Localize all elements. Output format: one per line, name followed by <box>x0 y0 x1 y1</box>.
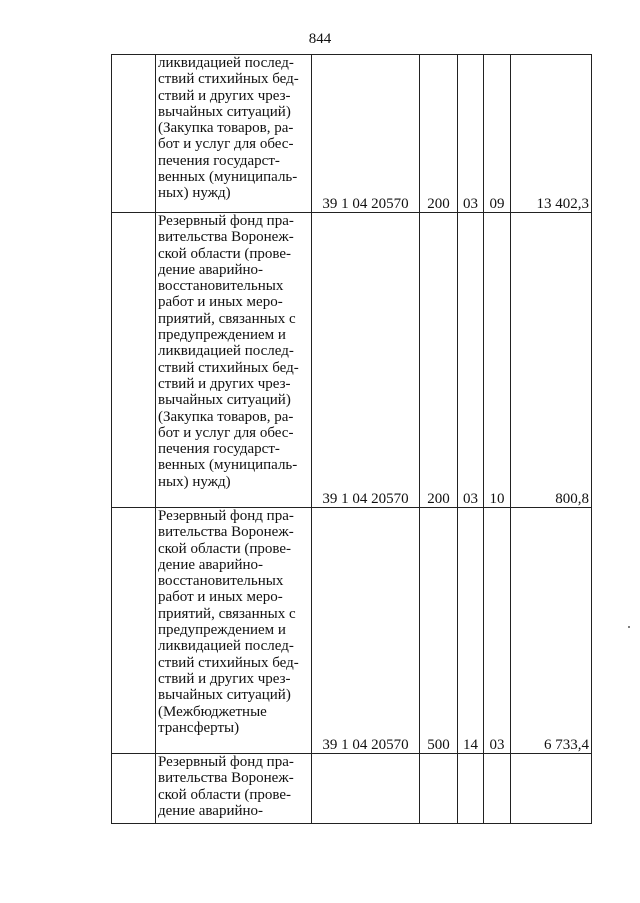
description-line: ликвидацией послед- <box>158 343 294 360</box>
description-cell <box>156 213 312 508</box>
section-code: 14 <box>458 508 484 754</box>
description-line: венных (муниципаль- <box>158 457 298 474</box>
description-line: ликвидацией послед- <box>158 638 294 655</box>
row-number-cell <box>112 55 156 213</box>
page-number: 844 <box>308 31 332 47</box>
description-line: приятий, связанных с <box>158 310 296 327</box>
description-line: печения государст- <box>158 152 280 169</box>
expense-type-code: 500 <box>420 508 458 754</box>
description-line: бот и услуг для обес- <box>158 136 294 153</box>
target-article-code: 39 1 04 20570 <box>312 213 420 508</box>
description-line: работ и иных меро- <box>158 589 283 606</box>
description-line: вительства Воронеж- <box>158 524 294 541</box>
description-line: предупреждением и <box>158 327 286 344</box>
table-row <box>112 754 592 824</box>
description-line: ствий и других чрез- <box>158 375 291 392</box>
target-article-code: 39 1 04 20570 <box>312 55 420 213</box>
row-number-cell <box>112 508 156 754</box>
description-line: ных) нужд) <box>158 473 231 490</box>
description-line: ствий стихийных бед- <box>158 654 299 671</box>
expense-type-code: 200 <box>420 55 458 213</box>
description-line: работ и иных меро- <box>158 294 283 311</box>
section-code: 03 <box>458 55 484 213</box>
target-article-code <box>312 754 420 824</box>
description-line: трансферты) <box>158 719 240 736</box>
scan-speck <box>628 626 630 628</box>
description-line: печения государст- <box>158 441 280 458</box>
description-cell <box>156 55 312 213</box>
description-line: ствий и других чрез- <box>158 670 291 687</box>
description-line: восстановительных <box>158 573 284 590</box>
amount: 6 733,4 <box>511 508 592 754</box>
description-line: ской области (прове- <box>158 786 292 803</box>
section-code: 03 <box>458 213 484 508</box>
target-article-code: 39 1 04 20570 <box>312 508 420 754</box>
row-number-cell <box>112 754 156 824</box>
description-cell <box>156 508 312 754</box>
description-line: (Закупка товаров, ра- <box>158 120 294 137</box>
description-line: вычайных ситуаций) <box>158 103 291 120</box>
description-line: (Закупка товаров, ра- <box>158 408 294 425</box>
expense-type-code: 200 <box>420 213 458 508</box>
description-line: восстановительных <box>158 278 284 295</box>
description-line: предупреждением и <box>158 622 286 639</box>
description-line: ствий стихийных бед- <box>158 71 299 88</box>
expense-type-code <box>420 754 458 824</box>
subsection-code: 09 <box>484 55 511 213</box>
subsection-code: 10 <box>484 213 511 508</box>
description-line: ных) нужд) <box>158 185 231 202</box>
budget-table <box>111 54 592 824</box>
row-number-cell <box>112 213 156 508</box>
description-line: ствий стихийных бед- <box>158 359 299 376</box>
subsection-code <box>484 754 511 824</box>
description-line: приятий, связанных с <box>158 605 296 622</box>
description-line: (Межбюджетные <box>158 703 267 720</box>
section-code <box>458 754 484 824</box>
description-line: вычайных ситуаций) <box>158 687 291 704</box>
description-line: Резервный фонд пра- <box>158 213 294 229</box>
description-line: Резервный фонд пра- <box>158 508 294 524</box>
description-line: бот и услуг для обес- <box>158 424 294 441</box>
amount: 800,8 <box>511 213 592 508</box>
amount: 13 402,3 <box>511 55 592 213</box>
description-line: вительства Воронеж- <box>158 229 294 246</box>
description-line: дение аварийно- <box>158 261 264 278</box>
table-row <box>112 55 592 213</box>
table-row <box>112 508 592 754</box>
description-line: вительства Воронеж- <box>158 770 294 787</box>
description-line: венных (муниципаль- <box>158 169 298 186</box>
description-line: дение аварийно- <box>158 802 264 819</box>
subsection-code: 03 <box>484 508 511 754</box>
description-line: ской области (прове- <box>158 245 292 262</box>
description-line: вычайных ситуаций) <box>158 392 291 409</box>
description-line: ской области (прове- <box>158 540 292 557</box>
description-line: Резервный фонд пра- <box>158 754 294 770</box>
amount <box>511 754 592 824</box>
description-cell <box>156 754 312 824</box>
table-row <box>112 213 592 508</box>
description-line: дение аварийно- <box>158 556 264 573</box>
description-line: ствий и других чрез- <box>158 87 291 104</box>
description-line: ликвидацией послед- <box>158 55 294 71</box>
